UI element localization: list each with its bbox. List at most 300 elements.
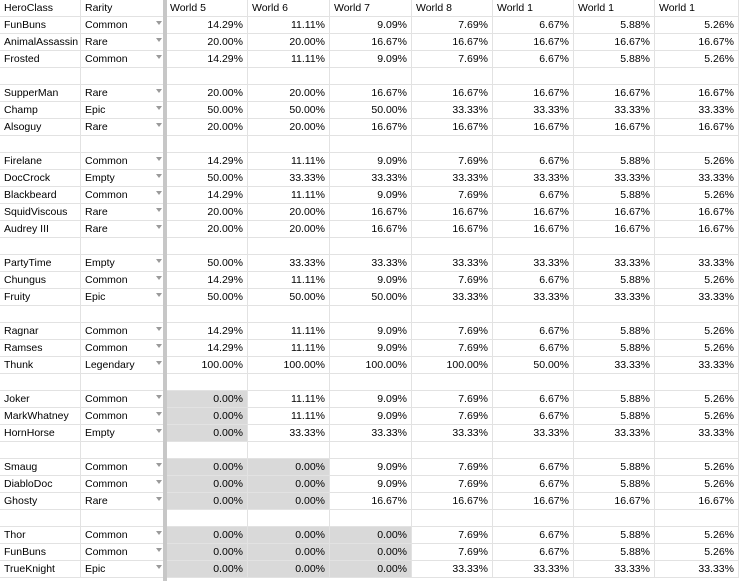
percentage-cell[interactable]: 33.33% [493, 102, 574, 119]
percentage-cell[interactable]: 100.00% [412, 357, 493, 374]
percentage-cell[interactable]: 5.26% [655, 272, 739, 289]
percentage-cell[interactable]: 20.00% [166, 85, 248, 102]
rarity-dropdown[interactable]: Epic [81, 289, 166, 306]
percentage-cell[interactable]: 33.33% [412, 170, 493, 187]
percentage-cell[interactable]: 0.00% [248, 459, 330, 476]
hero-class-cell[interactable]: SupperMan [0, 85, 81, 102]
column-header-6[interactable]: World 1 [493, 0, 574, 17]
percentage-cell[interactable]: 5.88% [574, 51, 655, 68]
empty-cell[interactable] [166, 442, 248, 459]
rarity-dropdown[interactable]: Empty [81, 255, 166, 272]
percentage-cell[interactable]: 7.69% [412, 272, 493, 289]
empty-cell[interactable] [81, 374, 166, 391]
percentage-cell[interactable]: 5.88% [574, 187, 655, 204]
percentage-cell[interactable]: 16.67% [655, 34, 739, 51]
empty-cell[interactable] [493, 68, 574, 85]
empty-cell[interactable] [166, 68, 248, 85]
percentage-cell[interactable]: 50.00% [166, 170, 248, 187]
percentage-cell[interactable]: 33.33% [493, 289, 574, 306]
percentage-cell[interactable]: 33.33% [574, 170, 655, 187]
percentage-cell[interactable]: 16.67% [655, 493, 739, 510]
percentage-cell[interactable]: 33.33% [412, 561, 493, 578]
percentage-cell[interactable]: 33.33% [574, 255, 655, 272]
percentage-cell[interactable]: 0.00% [330, 561, 412, 578]
percentage-cell[interactable]: 7.69% [412, 459, 493, 476]
rarity-dropdown[interactable]: Rare [81, 85, 166, 102]
percentage-cell[interactable]: 16.67% [412, 85, 493, 102]
hero-class-cell[interactable]: Chungus [0, 272, 81, 289]
percentage-cell[interactable]: 6.67% [493, 408, 574, 425]
rarity-dropdown[interactable]: Common [81, 51, 166, 68]
percentage-cell[interactable]: 16.67% [574, 119, 655, 136]
percentage-cell[interactable]: 6.67% [493, 187, 574, 204]
percentage-cell[interactable]: 9.09% [330, 459, 412, 476]
empty-cell[interactable] [493, 510, 574, 527]
percentage-cell[interactable]: 5.26% [655, 153, 739, 170]
percentage-cell[interactable]: 5.88% [574, 391, 655, 408]
empty-cell[interactable] [0, 374, 81, 391]
percentage-cell[interactable]: 20.00% [248, 221, 330, 238]
hero-class-cell[interactable]: TrueKnight [0, 561, 81, 578]
empty-cell[interactable] [493, 374, 574, 391]
empty-cell[interactable] [166, 510, 248, 527]
rarity-dropdown[interactable]: Common [81, 153, 166, 170]
percentage-cell[interactable]: 0.00% [166, 544, 248, 561]
empty-cell[interactable] [330, 442, 412, 459]
hero-class-cell[interactable]: DocCrock [0, 170, 81, 187]
percentage-cell[interactable]: 20.00% [248, 119, 330, 136]
rarity-dropdown[interactable]: Common [81, 340, 166, 357]
empty-cell[interactable] [248, 510, 330, 527]
percentage-cell[interactable]: 50.00% [166, 289, 248, 306]
dropdown-arrow-icon[interactable] [156, 327, 162, 331]
percentage-cell[interactable]: 5.26% [655, 527, 739, 544]
percentage-cell[interactable]: 6.67% [493, 272, 574, 289]
percentage-cell[interactable]: 9.09% [330, 17, 412, 34]
rarity-dropdown[interactable]: Common [81, 408, 166, 425]
percentage-cell[interactable]: 6.67% [493, 459, 574, 476]
dropdown-arrow-icon[interactable] [156, 38, 162, 42]
percentage-cell[interactable]: 0.00% [166, 527, 248, 544]
percentage-cell[interactable]: 5.88% [574, 408, 655, 425]
empty-cell[interactable] [81, 442, 166, 459]
percentage-cell[interactable]: 5.26% [655, 476, 739, 493]
percentage-cell[interactable]: 33.33% [412, 425, 493, 442]
hero-class-cell[interactable]: Thunk [0, 357, 81, 374]
empty-cell[interactable] [655, 510, 739, 527]
percentage-cell[interactable]: 5.88% [574, 323, 655, 340]
percentage-cell[interactable]: 6.67% [493, 17, 574, 34]
rarity-dropdown[interactable]: Rare [81, 204, 166, 221]
hero-class-cell[interactable]: HornHorse [0, 425, 81, 442]
empty-cell[interactable] [0, 510, 81, 527]
percentage-cell[interactable]: 16.67% [412, 34, 493, 51]
empty-cell[interactable] [655, 68, 739, 85]
percentage-cell[interactable]: 0.00% [330, 527, 412, 544]
percentage-cell[interactable]: 33.33% [574, 357, 655, 374]
percentage-cell[interactable]: 100.00% [330, 357, 412, 374]
empty-cell[interactable] [81, 306, 166, 323]
dropdown-arrow-icon[interactable] [156, 429, 162, 433]
dropdown-arrow-icon[interactable] [156, 548, 162, 552]
hero-class-cell[interactable]: Blackbeard [0, 187, 81, 204]
dropdown-arrow-icon[interactable] [156, 225, 162, 229]
percentage-cell[interactable]: 16.67% [574, 493, 655, 510]
percentage-cell[interactable]: 16.67% [412, 493, 493, 510]
percentage-cell[interactable]: 16.67% [412, 221, 493, 238]
empty-cell[interactable] [0, 442, 81, 459]
hero-class-cell[interactable]: Frosted [0, 51, 81, 68]
percentage-cell[interactable]: 33.33% [412, 255, 493, 272]
hero-class-cell[interactable]: Audrey III [0, 221, 81, 238]
percentage-cell[interactable]: 6.67% [493, 527, 574, 544]
percentage-cell[interactable]: 33.33% [655, 425, 739, 442]
percentage-cell[interactable]: 50.00% [330, 102, 412, 119]
dropdown-arrow-icon[interactable] [156, 463, 162, 467]
dropdown-arrow-icon[interactable] [156, 276, 162, 280]
column-header-7[interactable]: World 1 [574, 0, 655, 17]
dropdown-arrow-icon[interactable] [156, 497, 162, 501]
dropdown-arrow-icon[interactable] [156, 174, 162, 178]
percentage-cell[interactable]: 0.00% [166, 561, 248, 578]
percentage-cell[interactable]: 33.33% [655, 170, 739, 187]
percentage-cell[interactable]: 20.00% [248, 204, 330, 221]
percentage-cell[interactable]: 0.00% [248, 561, 330, 578]
empty-cell[interactable] [574, 442, 655, 459]
empty-cell[interactable] [412, 510, 493, 527]
percentage-cell[interactable]: 0.00% [248, 476, 330, 493]
empty-cell[interactable] [655, 442, 739, 459]
percentage-cell[interactable]: 33.33% [493, 255, 574, 272]
dropdown-arrow-icon[interactable] [156, 208, 162, 212]
percentage-cell[interactable]: 5.26% [655, 340, 739, 357]
percentage-cell[interactable]: 14.29% [166, 187, 248, 204]
percentage-cell[interactable]: 0.00% [330, 544, 412, 561]
empty-cell[interactable] [412, 374, 493, 391]
rarity-dropdown[interactable]: Common [81, 323, 166, 340]
percentage-cell[interactable]: 50.00% [493, 357, 574, 374]
empty-cell[interactable] [81, 238, 166, 255]
percentage-cell[interactable]: 50.00% [248, 102, 330, 119]
percentage-cell[interactable]: 16.67% [493, 221, 574, 238]
percentage-cell[interactable]: 5.88% [574, 459, 655, 476]
percentage-cell[interactable]: 16.67% [493, 34, 574, 51]
percentage-cell[interactable]: 20.00% [166, 221, 248, 238]
percentage-cell[interactable]: 33.33% [493, 561, 574, 578]
percentage-cell[interactable]: 6.67% [493, 476, 574, 493]
rarity-dropdown[interactable]: Empty [81, 170, 166, 187]
dropdown-arrow-icon[interactable] [156, 89, 162, 93]
hero-class-cell[interactable]: AnimalAssassin [0, 34, 81, 51]
percentage-cell[interactable]: 20.00% [166, 119, 248, 136]
empty-cell[interactable] [412, 306, 493, 323]
hero-class-cell[interactable]: SquidViscous [0, 204, 81, 221]
percentage-cell[interactable]: 11.11% [248, 391, 330, 408]
percentage-cell[interactable]: 33.33% [574, 289, 655, 306]
percentage-cell[interactable]: 0.00% [166, 459, 248, 476]
percentage-cell[interactable]: 5.88% [574, 17, 655, 34]
percentage-cell[interactable]: 9.09% [330, 51, 412, 68]
percentage-cell[interactable]: 5.88% [574, 340, 655, 357]
percentage-cell[interactable]: 11.11% [248, 340, 330, 357]
percentage-cell[interactable]: 33.33% [655, 102, 739, 119]
dropdown-arrow-icon[interactable] [156, 395, 162, 399]
hero-class-cell[interactable]: FunBuns [0, 544, 81, 561]
empty-cell[interactable] [166, 136, 248, 153]
percentage-cell[interactable]: 33.33% [574, 102, 655, 119]
percentage-cell[interactable]: 6.67% [493, 391, 574, 408]
percentage-cell[interactable]: 14.29% [166, 323, 248, 340]
percentage-cell[interactable]: 14.29% [166, 17, 248, 34]
percentage-cell[interactable]: 16.67% [655, 204, 739, 221]
percentage-cell[interactable]: 9.09% [330, 272, 412, 289]
empty-cell[interactable] [166, 238, 248, 255]
dropdown-arrow-icon[interactable] [156, 157, 162, 161]
empty-cell[interactable] [166, 306, 248, 323]
hero-class-cell[interactable]: DiabloDoc [0, 476, 81, 493]
percentage-cell[interactable]: 6.67% [493, 51, 574, 68]
percentage-cell[interactable]: 0.00% [248, 493, 330, 510]
percentage-cell[interactable]: 100.00% [248, 357, 330, 374]
percentage-cell[interactable]: 20.00% [166, 204, 248, 221]
percentage-cell[interactable]: 16.67% [574, 204, 655, 221]
empty-cell[interactable] [330, 136, 412, 153]
rarity-dropdown[interactable]: Common [81, 272, 166, 289]
percentage-cell[interactable]: 7.69% [412, 323, 493, 340]
percentage-cell[interactable]: 16.67% [574, 221, 655, 238]
percentage-cell[interactable]: 33.33% [248, 255, 330, 272]
empty-cell[interactable] [81, 510, 166, 527]
empty-cell[interactable] [330, 68, 412, 85]
percentage-cell[interactable]: 7.69% [412, 187, 493, 204]
percentage-cell[interactable]: 20.00% [166, 34, 248, 51]
rarity-dropdown[interactable]: Epic [81, 102, 166, 119]
rarity-dropdown[interactable]: Rare [81, 34, 166, 51]
hero-class-cell[interactable]: Champ [0, 102, 81, 119]
dropdown-arrow-icon[interactable] [156, 21, 162, 25]
percentage-cell[interactable]: 7.69% [412, 544, 493, 561]
percentage-cell[interactable]: 7.69% [412, 408, 493, 425]
percentage-cell[interactable]: 16.67% [655, 221, 739, 238]
percentage-cell[interactable]: 16.67% [412, 204, 493, 221]
hero-class-cell[interactable]: Alsoguy [0, 119, 81, 136]
rarity-dropdown[interactable]: Rare [81, 221, 166, 238]
percentage-cell[interactable]: 16.67% [330, 221, 412, 238]
empty-cell[interactable] [412, 238, 493, 255]
empty-cell[interactable] [330, 238, 412, 255]
percentage-cell[interactable]: 50.00% [166, 255, 248, 272]
percentage-cell[interactable]: 5.26% [655, 408, 739, 425]
dropdown-arrow-icon[interactable] [156, 565, 162, 569]
percentage-cell[interactable]: 6.67% [493, 340, 574, 357]
percentage-cell[interactable]: 33.33% [412, 289, 493, 306]
percentage-cell[interactable]: 33.33% [330, 255, 412, 272]
dropdown-arrow-icon[interactable] [156, 123, 162, 127]
empty-cell[interactable] [655, 374, 739, 391]
empty-cell[interactable] [248, 306, 330, 323]
rarity-dropdown[interactable]: Common [81, 187, 166, 204]
percentage-cell[interactable]: 100.00% [166, 357, 248, 374]
column-header-5[interactable]: World 8 [412, 0, 493, 17]
percentage-cell[interactable]: 9.09% [330, 323, 412, 340]
percentage-cell[interactable]: 16.67% [655, 85, 739, 102]
empty-cell[interactable] [248, 68, 330, 85]
percentage-cell[interactable]: 16.67% [330, 204, 412, 221]
rarity-dropdown[interactable]: Common [81, 527, 166, 544]
empty-cell[interactable] [412, 68, 493, 85]
percentage-cell[interactable]: 11.11% [248, 323, 330, 340]
percentage-cell[interactable]: 9.09% [330, 153, 412, 170]
dropdown-arrow-icon[interactable] [156, 259, 162, 263]
percentage-cell[interactable]: 33.33% [655, 561, 739, 578]
empty-cell[interactable] [81, 68, 166, 85]
column-header-0[interactable]: HeroClass [0, 0, 81, 17]
percentage-cell[interactable]: 5.88% [574, 476, 655, 493]
percentage-cell[interactable]: 16.67% [574, 85, 655, 102]
percentage-cell[interactable]: 33.33% [655, 357, 739, 374]
percentage-cell[interactable]: 7.69% [412, 476, 493, 493]
hero-class-cell[interactable]: Firelane [0, 153, 81, 170]
percentage-cell[interactable]: 33.33% [574, 425, 655, 442]
percentage-cell[interactable]: 33.33% [574, 561, 655, 578]
percentage-cell[interactable]: 6.67% [493, 323, 574, 340]
dropdown-arrow-icon[interactable] [156, 531, 162, 535]
percentage-cell[interactable]: 6.67% [493, 153, 574, 170]
percentage-cell[interactable]: 5.26% [655, 17, 739, 34]
percentage-cell[interactable]: 11.11% [248, 272, 330, 289]
empty-cell[interactable] [655, 238, 739, 255]
percentage-cell[interactable]: 7.69% [412, 17, 493, 34]
percentage-cell[interactable]: 6.67% [493, 544, 574, 561]
hero-class-cell[interactable]: MarkWhatney [0, 408, 81, 425]
empty-cell[interactable] [574, 306, 655, 323]
percentage-cell[interactable]: 50.00% [330, 289, 412, 306]
percentage-cell[interactable]: 9.09% [330, 340, 412, 357]
percentage-cell[interactable]: 16.67% [493, 85, 574, 102]
percentage-cell[interactable]: 0.00% [166, 391, 248, 408]
empty-cell[interactable] [493, 442, 574, 459]
rarity-dropdown[interactable]: Common [81, 391, 166, 408]
rarity-dropdown[interactable]: Common [81, 459, 166, 476]
hero-class-cell[interactable]: FunBuns [0, 17, 81, 34]
percentage-cell[interactable]: 16.67% [574, 34, 655, 51]
empty-cell[interactable] [655, 306, 739, 323]
percentage-cell[interactable]: 16.67% [412, 119, 493, 136]
percentage-cell[interactable]: 5.88% [574, 272, 655, 289]
rarity-dropdown[interactable]: Empty [81, 425, 166, 442]
rarity-dropdown[interactable]: Common [81, 544, 166, 561]
percentage-cell[interactable]: 11.11% [248, 51, 330, 68]
percentage-cell[interactable]: 7.69% [412, 340, 493, 357]
empty-cell[interactable] [81, 136, 166, 153]
column-header-1[interactable]: Rarity [81, 0, 166, 17]
percentage-cell[interactable]: 33.33% [248, 425, 330, 442]
dropdown-arrow-icon[interactable] [156, 361, 162, 365]
percentage-cell[interactable]: 14.29% [166, 340, 248, 357]
percentage-cell[interactable]: 5.26% [655, 391, 739, 408]
percentage-cell[interactable]: 5.26% [655, 323, 739, 340]
hero-class-cell[interactable]: Ramses [0, 340, 81, 357]
percentage-cell[interactable]: 5.26% [655, 459, 739, 476]
percentage-cell[interactable]: 11.11% [248, 187, 330, 204]
percentage-cell[interactable]: 20.00% [248, 34, 330, 51]
rarity-dropdown[interactable]: Rare [81, 493, 166, 510]
dropdown-arrow-icon[interactable] [156, 412, 162, 416]
rarity-dropdown[interactable]: Rare [81, 119, 166, 136]
empty-cell[interactable] [412, 442, 493, 459]
percentage-cell[interactable]: 5.88% [574, 527, 655, 544]
percentage-cell[interactable]: 16.67% [655, 119, 739, 136]
empty-cell[interactable] [330, 306, 412, 323]
percentage-cell[interactable]: 9.09% [330, 391, 412, 408]
empty-cell[interactable] [493, 136, 574, 153]
percentage-cell[interactable]: 5.26% [655, 51, 739, 68]
empty-cell[interactable] [0, 68, 81, 85]
column-header-3[interactable]: World 6 [248, 0, 330, 17]
percentage-cell[interactable]: 9.09% [330, 476, 412, 493]
percentage-cell[interactable]: 0.00% [166, 476, 248, 493]
percentage-cell[interactable]: 50.00% [166, 102, 248, 119]
empty-cell[interactable] [493, 306, 574, 323]
percentage-cell[interactable]: 11.11% [248, 153, 330, 170]
empty-cell[interactable] [166, 374, 248, 391]
percentage-cell[interactable]: 33.33% [330, 170, 412, 187]
percentage-cell[interactable]: 16.67% [330, 85, 412, 102]
rarity-dropdown[interactable]: Legendary [81, 357, 166, 374]
percentage-cell[interactable]: 5.26% [655, 187, 739, 204]
empty-cell[interactable] [655, 136, 739, 153]
percentage-cell[interactable]: 7.69% [412, 527, 493, 544]
percentage-cell[interactable]: 33.33% [412, 102, 493, 119]
rarity-dropdown[interactable]: Common [81, 17, 166, 34]
empty-cell[interactable] [574, 374, 655, 391]
percentage-cell[interactable]: 11.11% [248, 17, 330, 34]
percentage-cell[interactable]: 33.33% [330, 425, 412, 442]
hero-class-cell[interactable]: Ghosty [0, 493, 81, 510]
empty-cell[interactable] [0, 306, 81, 323]
percentage-cell[interactable]: 7.69% [412, 153, 493, 170]
percentage-cell[interactable]: 16.67% [330, 34, 412, 51]
percentage-cell[interactable]: 16.67% [330, 493, 412, 510]
frozen-column-divider[interactable] [163, 0, 167, 581]
percentage-cell[interactable]: 50.00% [248, 289, 330, 306]
percentage-cell[interactable]: 33.33% [655, 289, 739, 306]
empty-cell[interactable] [248, 442, 330, 459]
percentage-cell[interactable]: 33.33% [248, 170, 330, 187]
percentage-cell[interactable]: 16.67% [330, 119, 412, 136]
column-header-2[interactable]: World 5 [166, 0, 248, 17]
hero-class-cell[interactable]: Thor [0, 527, 81, 544]
rarity-dropdown[interactable]: Epic [81, 561, 166, 578]
empty-cell[interactable] [248, 136, 330, 153]
empty-cell[interactable] [330, 510, 412, 527]
rarity-dropdown[interactable]: Common [81, 476, 166, 493]
percentage-cell[interactable]: 20.00% [248, 85, 330, 102]
empty-cell[interactable] [574, 136, 655, 153]
empty-cell[interactable] [493, 238, 574, 255]
percentage-cell[interactable]: 33.33% [655, 255, 739, 272]
dropdown-arrow-icon[interactable] [156, 191, 162, 195]
empty-cell[interactable] [574, 510, 655, 527]
dropdown-arrow-icon[interactable] [156, 55, 162, 59]
dropdown-arrow-icon[interactable] [156, 480, 162, 484]
column-header-4[interactable]: World 7 [330, 0, 412, 17]
percentage-cell[interactable]: 0.00% [166, 493, 248, 510]
empty-cell[interactable] [0, 136, 81, 153]
empty-cell[interactable] [248, 374, 330, 391]
percentage-cell[interactable]: 0.00% [166, 425, 248, 442]
percentage-cell[interactable]: 0.00% [248, 544, 330, 561]
